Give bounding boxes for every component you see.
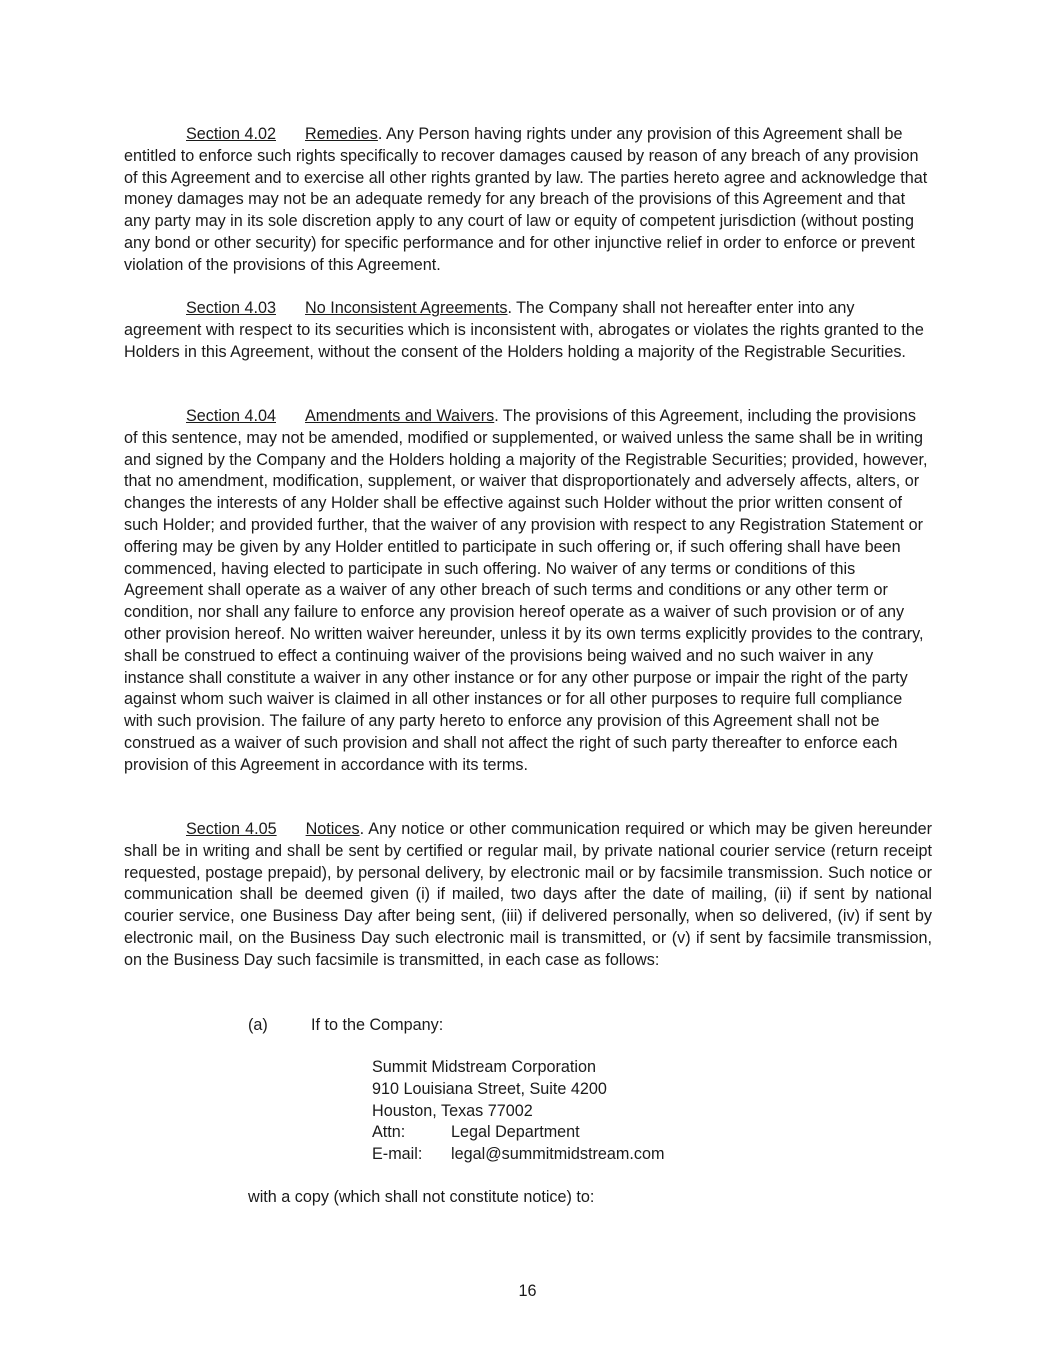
attn-label: Attn: [372,1123,406,1141]
address-street: 910 Louisiana Street, Suite 4200 [372,1080,607,1098]
section-number: Section 4.05 [186,820,277,838]
section-title: Remedies [305,125,378,143]
attn-value: Legal Department [451,1123,580,1141]
email-value: legal@summitmidstream.com [451,1145,665,1163]
notice-item-marker: (a) [248,1016,268,1034]
section-body: . The Company shall not hereafter enter into any agreement with respect to its securities which is inconsistent with, abrogates or violates the rights granted to the Holders in this Agreement, without the consent of the Holders holding a majority of the Registrable Securities. [124,299,924,361]
section-4-04 [124,406,932,777]
address-city: Houston, Texas 77002 [372,1102,533,1120]
section-4-02 [124,124,932,277]
section-title: Notices [305,820,360,838]
section-body: . Any notice or other communication required or which may be given hereunder shall be in writing and shall be sent by certified or regular mail, by private national courier service (return receipt requested, postage prepaid), by personal delivery, by electronic mail or by facsimile transmission. Such notice or communication shall be deemed given (i) if mailed, two days after the date of mailing, (ii) if sent by national courier service, one Business Day after being sent, (iii) if delivered personally, when so delivered, (iv) if sent by electronic mail, on the Business Day such electronic mail is transmitted, or (v) if sent by facsimile transmission, on the Business Day such facsimile is transmitted, in each case as follows: [124,820,932,969]
section-title: Amendments and Waivers [305,407,495,425]
address-company-name: Summit Midstream Corporation [372,1058,596,1076]
page-number: 16 [518,1282,537,1300]
section-number: Section 4.04 [186,407,276,425]
email-label: E-mail: [372,1145,423,1163]
address-attn [372,1122,580,1144]
section-number: Section 4.03 [186,299,276,317]
address-email [372,1144,664,1166]
section-number: Section 4.02 [186,125,276,143]
section-4-05 [124,819,932,972]
copy-notice-line: with a copy (which shall not constitute notice) to: [248,1188,595,1206]
section-body: . Any Person having rights under any provision of this Agreement shall be entitled to enforce such rights specifically to recover damages caused by reason of any breach of any provision of this Agreement and to exercise all other rights granted by law. The parties hereto agree and acknowledge that money damages may not be an adequate remedy for any breach of the provisions of this Agreement and that any party may in its sole discretion apply to any court of law or equity of competent jurisdiction (without posting any bond or other security) for specific performance and for other injunctive relief in order to enforce or prevent violation of the provisions of this Agreement. [124,125,928,274]
notice-item-label: If to the Company: [311,1016,444,1034]
section-body: . The provisions of this Agreement, including the provisions of this sentence, may not be amended, modified or supplemented, or waived unless the same shall be in writing and signed by the Company and the Holders holding a majority of the Registrable Securities; provided, however, that no amendment, modification, supplement, or waiver that disproportionately and adversely affects, alters, or changes the interests of any Holder shall be effective against such Holder without the prior written consent of such Holder; and provided further, that the waiver of any provision with respect to any Registration Statement or offering may be given by any Holder entitled to participate in such offering or, if such offering shall have been commenced, having elected to participate in such offering. No waiver of any terms or conditions of this Agreement shall operate as a waiver of any other breach of such terms and conditions or any other term or condition, nor shall any failure to enforce any provision hereof operate as a waiver of such provision or of any other provision hereof. No written waiver hereunder, unless it by its own terms explicitly provides to the contrary, shall be construed to effect a continuing waiver of the provisions being waived and no such waiver in any instance shall constitute a waiver in any other instance or for any other purpose or impair the right of the party against whom such waiver is claimed in all other instances or for all other purposes to require full compliance with such provision. The failure of any party hereto to enforce any provision of this Agreement shall not be construed as a waiver of such provision and shall not affect the right of such party thereafter to enforce each provision of this Agreement in accordance with its terms. [124,407,928,774]
section-title: No Inconsistent Agreements [305,299,508,317]
section-4-03 [124,298,932,363]
